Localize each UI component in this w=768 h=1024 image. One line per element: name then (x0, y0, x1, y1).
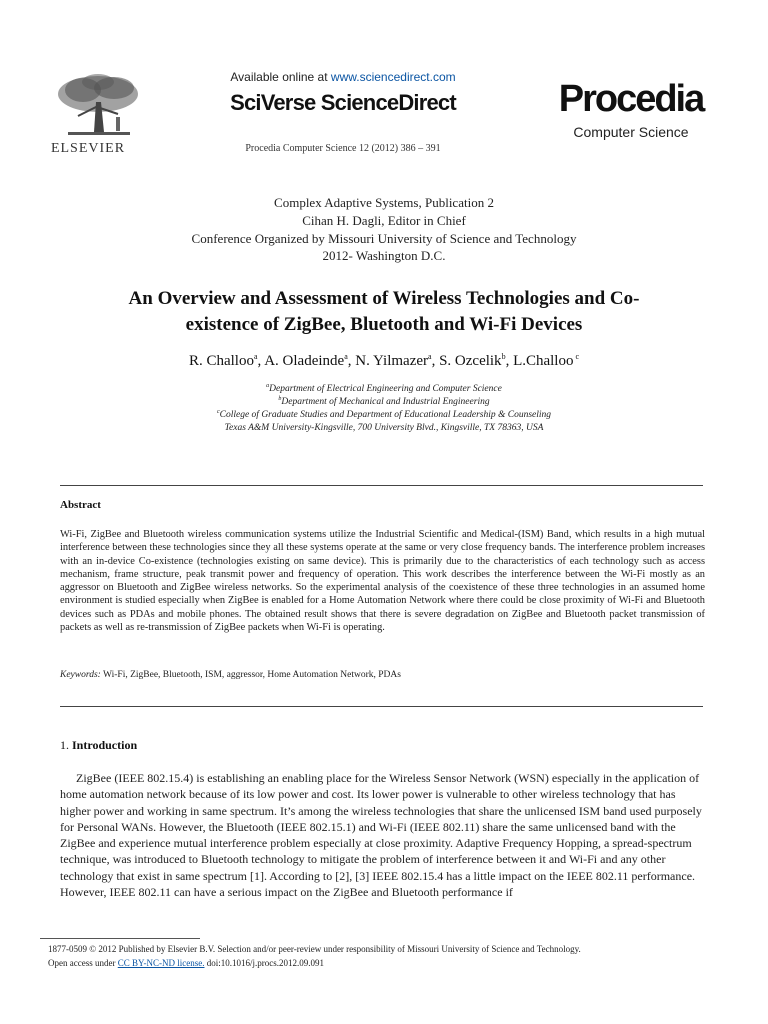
doi-text: doi:10.1016/j.procs.2012.09.091 (204, 958, 324, 968)
keywords-line (60, 670, 705, 680)
author-separator: , (505, 353, 514, 369)
title-line: An Overview and Assessment of Wireless Technologies and Co- (128, 288, 640, 309)
author-name: A. Oladeinde (264, 353, 345, 369)
conference-line: Cihan H. Dagli, Editor in Chief (302, 213, 466, 228)
platform-logo: SciVerse ScienceDirect (230, 90, 456, 115)
availability-prefix: Available online at (230, 70, 331, 84)
license-link[interactable]: CC BY-NC-ND license. (117, 958, 205, 968)
section-heading-introduction (60, 738, 137, 753)
publisher-name: ELSEVIER (50, 141, 126, 156)
introduction-paragraph: ZigBee (IEEE 802.15.4) is establishing an enabling place for the Wireless Sensor Network (WSN) especially in the application of home automation network because of its low power and cost. Its lower power is vulnerable to other wireless technology that has higher power and working in same spectrum. It’s among the wireless technologies that share the unlicensed ISM band used purposely for Personal WANs. However, the Bluetooth (IEEE 802.15.1) and Wi-Fi (IEEE 802.11) share the same unlicensed band with the ZigBee and experience mutual interference problem especially at close proximity. Adaptive Frequency Hopping, a spread-spectrum technique, was introduced to Bluetooth technology to mitigate the problem of interference between it and Wi-Fi and any other technology that exist in same spectrum [1]. According to [2], [3] IEEE 802.15.4 has a little impact on the IEEE 802.11 performance. However, IEEE 802.11 can have a serious impact on the ZigBee and Bluetooth performance if (60, 771, 702, 900)
availability-line (150, 70, 536, 84)
author-separator: , (347, 353, 356, 369)
abstract-paragraph: Wi-Fi, ZigBee and Bluetooth wireless communication systems utilize the Industrial Scientific and Medical-(ISM) Band, which results in a high mutual interference between these technologies since they all these systems operate at the same or very close frequency bands. The interference problem increases with an in-device Co-existence (technologies existing on same device). This is primarily due to the characteristics of each technology such as access mechanism, frame structure, peak transmit power and frequency of operation. This work describes the interference between the Wi-Fi mostly as an aggressor on Bluetooth and ZigBee wireless networks. So the experimental analysis of the coexistence of these three technologies in an assumed home environment is studied especially when ZigBee is enabled for a Home Automation Network where there could be close proximity of Wi-Fi and Bluetooth devices such as PDAs and mobile phones. The obtained result shows that there is severe degradation on ZigBee and Bluetooth packet transmission of packets as well as re-transmission of ZigBee packets when Wi-Fi is operating. (60, 529, 705, 634)
keywords-list: Wi-Fi, ZigBee, Bluetooth, ISM, aggressor, Home Automation Network, PDAs (100, 670, 401, 680)
license-line (48, 958, 748, 968)
author-separator: , (431, 353, 440, 369)
journal-reference: Procedia Computer Science 12 (2012) 386 – 391 (245, 143, 441, 154)
affiliation (40, 422, 728, 433)
author-name: R. Challoo (188, 353, 254, 369)
section-number: 1. (60, 738, 72, 752)
footer-rule (40, 938, 200, 939)
introduction-body (60, 770, 705, 900)
copyright-line: 1877-0509 © 2012 Published by Elsevier B.V. Selection and/or peer-review under responsibility of Missouri University of Science and Technology. (48, 944, 581, 954)
author-affiliation-mark: a (253, 352, 258, 361)
section-title: Introduction (72, 738, 138, 752)
author-affiliation-mark: a (344, 352, 348, 361)
author-separator: , (257, 353, 265, 369)
abstract-top-rule (60, 485, 703, 486)
author-name: L.Challoo (513, 353, 574, 369)
abstract-bottom-rule (60, 706, 703, 707)
sciencedirect-link[interactable]: www.sciencedirect.com (330, 70, 456, 84)
conference-line: 2012- Washington D.C. (322, 248, 446, 263)
abstract-body (60, 528, 705, 634)
journal-logo-subtitle: Computer Science (573, 124, 689, 140)
affiliation (40, 396, 728, 407)
conference-line: Complex Adaptive Systems, Publication 2 (274, 195, 494, 210)
affiliation-text: Texas A&M University-Kingsville, 700 University Blvd., Kingsville, TX 78363, USA (224, 423, 544, 434)
author-affiliation-mark: c (573, 352, 580, 361)
author-name: S. Ozcelik (439, 353, 502, 369)
author-affiliation-mark: b (501, 352, 506, 361)
elsevier-tree-logo (48, 72, 148, 142)
affiliation-text: College of Graduate Studies and Department of Educational Leadership & Counseling (219, 410, 552, 421)
affiliation-text: Department of Mechanical and Industrial Engineering (281, 397, 490, 408)
title-line: existence of ZigBee, Bluetooth and Wi-Fi Devices (185, 314, 583, 335)
paper-title (40, 286, 728, 338)
affiliation (40, 409, 728, 420)
abstract-heading: Abstract (60, 499, 101, 511)
author-name: N. Yilmazer (355, 353, 429, 369)
license-prefix: Open access under (48, 958, 118, 968)
affiliation-text: Department of Electrical Engineering and Computer Science (269, 384, 502, 395)
author-list (40, 352, 728, 370)
journal-logo: Procedia (558, 78, 704, 120)
conference-line: Conference Organized by Missouri University of Science and Technology (191, 231, 577, 246)
keywords-label: Keywords: (60, 670, 101, 680)
affiliation-mark: c (216, 409, 220, 415)
affiliation-mark: a (266, 383, 270, 389)
affiliation (40, 383, 728, 394)
author-affiliation-mark: a (428, 352, 432, 361)
affiliation-mark: b (278, 396, 282, 402)
